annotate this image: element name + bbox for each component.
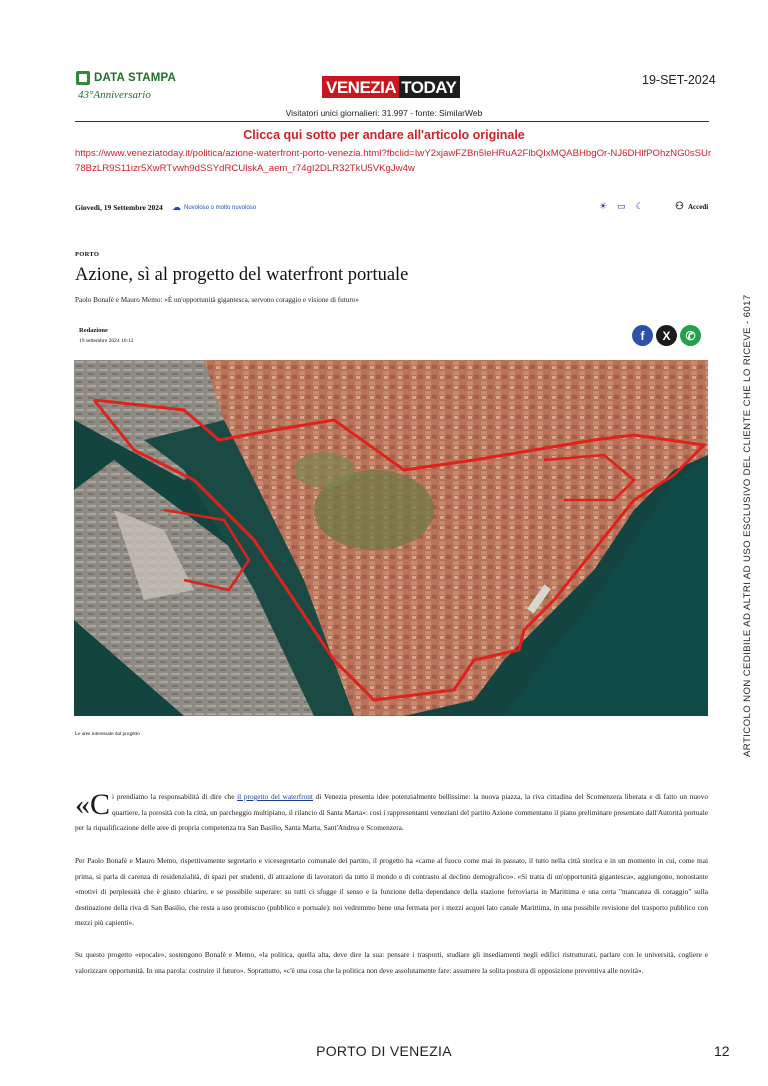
share-buttons [632, 325, 701, 346]
anniversary-label: 43°Anniversario [78, 89, 151, 101]
venezia-today-logo[interactable] [322, 76, 460, 98]
drop-cap [75, 790, 110, 820]
visitors-stat: Visitatori unici giornalieri: 31.997 - fonte: SimilarWeb [285, 108, 483, 118]
weather-label: Nuvoloso o molto nuvoloso [184, 204, 257, 211]
monitor-icon[interactable]: ▭ [617, 201, 626, 211]
paragraph-1-text-b: di Venezia presenta idee potenzialmente bellissime: la nuova piazza, la riva cittadina del Scomenzera liberata e di fatto un nuovo quartiere, la porosità con la città, un parcheggio multipiano, il rilancio di Santa Marta»: così i rappresentanti veneziani del partito Azione commentano il piano preliminare presentato dall'Autorità portuale per la riqualificazione delle aree di propria competenza tra San Basilio, Santa Marta, Sant'Andrea e Scomenzera. [75, 792, 708, 833]
article-subtitle: Paolo Bonafè e Mauro Memo: «È un'opportunità gigantesca, servono coraggio e visione di futuro» [75, 296, 359, 304]
moon-icon[interactable]: ☾ [635, 201, 644, 211]
site-date: Giovedì, 19 Settembre 2024 [75, 203, 163, 212]
article-photo [74, 360, 708, 716]
facebook-icon[interactable]: f [632, 325, 653, 346]
weather-widget[interactable] [172, 202, 256, 213]
data-stampa-logo [76, 71, 176, 85]
paragraph-1-text-a: i prendiamo la responsabilità di dire che [112, 792, 238, 801]
article-paragraph-3: Su questo progetto «epocale», sostengono Bonafè e Memo, «la politica, quella alta, deve dire la sua: pensare i trasporti, studiare gli insediamenti negli edifici ristrutturati, parlare con le università, cogliere e valorizzare opportunità. In una parola: costruire il futuro». Soprattutto, «c'è una cosa che la politica non deve assolutamente fare: assumere la solita postura di opposizione preventiva alle novità». [75, 950, 708, 975]
drop-cap-quote: « [75, 788, 90, 821]
whatsapp-icon[interactable]: ✆ [680, 325, 701, 346]
x-twitter-icon[interactable]: X [656, 325, 677, 346]
clipping-date: 19-SET-2024 [642, 73, 716, 87]
logo-today: TODAY [399, 76, 460, 98]
data-stampa-icon [76, 71, 90, 85]
article-kicker[interactable]: PORTO [75, 251, 100, 258]
photo-caption: Le aree interessate dal progetto [75, 731, 140, 737]
article-pubdate: 19 settembre 2024 10:12 [79, 338, 134, 344]
user-icon: ⚇ [675, 201, 684, 212]
footer-section: PORTO DI VENEZIA [316, 1043, 452, 1059]
logo-venezia: VENEZIA [322, 76, 399, 98]
waterfront-link[interactable]: il progetto del waterfront [237, 792, 313, 801]
article-title: Azione, sì al progetto del waterfront portuale [75, 265, 409, 285]
header-divider [75, 121, 709, 122]
site-tools [599, 201, 644, 212]
original-article-heading: Clicca qui sotto per andare all'articolo originale [243, 128, 525, 142]
page-number: 12 [714, 1043, 730, 1059]
article-author: Redazione [79, 327, 108, 334]
article-paragraph-2: Per Paolo Bonafè e Mauro Memo, rispettivamente segretario e vicesegretario comunale del partito, il progetto ha «carne al fuoco come mai in passato, il tutto nella città storica e in un momento in cui, come mai prima, si parla di carenza di residenzialità, di spazi per studenti, di attrazione di lavoratori da tutto il mondo e di contrasto al declino demografico». «Si tratta di un'opportunità gigantesca», aggiungono, nonostante «motivi di perplessità che è giusto chiarire, e se possibile superare: su tutti ci sfugge il senso e la funzione della dependance della stazione ferroviaria in Marittima e una certa "mancanza di coraggio" sulla destinazione della riva di San Basilio, che resta a uso promiscuo (pubblico e portuale): noi vedremmo bene una fermata per i mezzi acquei lato canale Marittima, in una possibile revisione del trasporto pubblico con mezzi più capienti». [75, 856, 708, 928]
aerial-photo-illustration [74, 360, 708, 716]
sun-icon[interactable]: ☀ [599, 201, 608, 211]
original-article-link[interactable]: https://www.veneziatoday.it/politica/azione-waterfront-porto-venezia.html?fbclid=IwY2xjawFZBn5leHRuA2FlbQIxMQABHbgOr-NJ6DHlfPOhzNG0sSUr78BzLR9S11izr5XwRTvwh9dSSYdRCUlskA_aem_r74gI2DLR32TkU5VKgJw4w [75, 148, 712, 174]
drop-cap-letter: C [90, 788, 111, 821]
margin-disclaimer: ARTICOLO NON CEDIBILE AD ALTRI AD USO ESCLUSIVO DEL CLIENTE CHE LO RICEVE - 6017 [742, 294, 753, 757]
login-button[interactable] [675, 201, 708, 212]
data-stampa-name: DATA STAMPA [94, 72, 177, 84]
login-label: Accedi [687, 202, 709, 211]
cloud-icon: ☁ [172, 202, 181, 212]
article-paragraph-1 [75, 789, 708, 836]
